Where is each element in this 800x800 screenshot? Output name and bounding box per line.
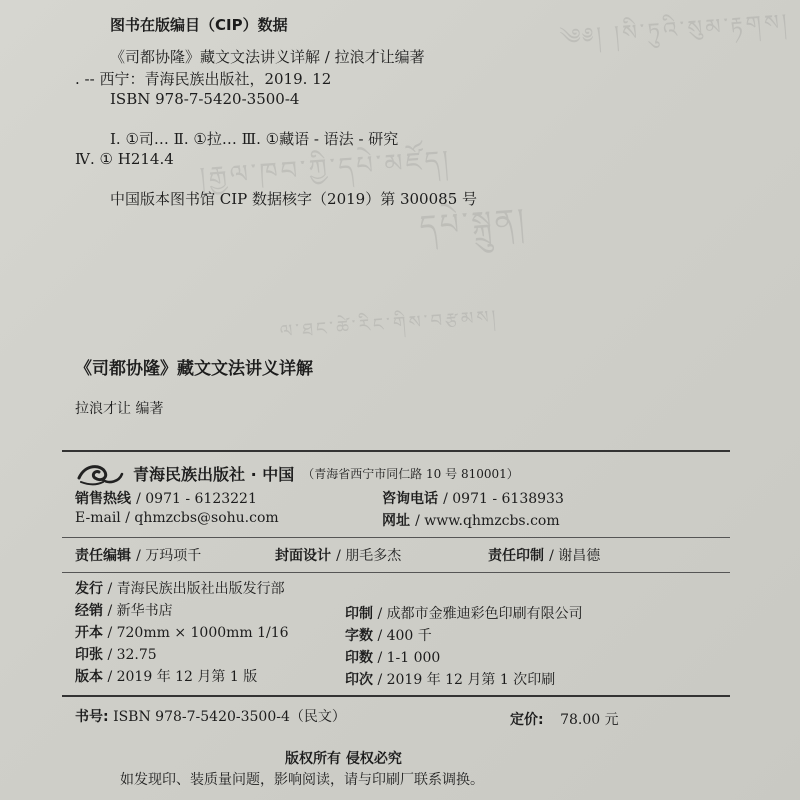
print-run-label: 印数 [345, 650, 373, 666]
edition-label: 版本 [75, 669, 103, 685]
book-number [75, 706, 346, 726]
distribution-label: 经销 [75, 603, 103, 619]
consult-phone-value: / 0971 - 6138933 [443, 491, 564, 507]
print-supervisor-label: 责任印制 [488, 548, 544, 564]
quality-notice: 如发现印、装质量问题，影响阅读，请与印刷厂联系调换。 [120, 772, 484, 788]
format-value: / 720mm × 1000mm 1/16 [107, 625, 289, 641]
cover-value: / 朋毛多杰 [336, 548, 402, 564]
copyright-notice: 版权所有 侵权必究 [285, 751, 402, 767]
edition-info [75, 666, 257, 686]
publisher-name: 青海民族出版社 · 中国 [133, 464, 295, 484]
editor-value: / 万玛项千 [136, 548, 202, 564]
book-number-value: ISBN 978-7-5420-3500-4（民文） [113, 709, 346, 725]
cip-data-number: 中国版本图书馆 CIP 数据核字（2019）第 300085 号 [110, 190, 478, 208]
website-value: / www.qhmzcbs.com [415, 513, 560, 529]
divider [62, 537, 730, 538]
format-label: 开本 [75, 625, 103, 641]
print-run-value: / 1-1 000 [377, 650, 441, 666]
cip-classification: Ⅰ. ①司… Ⅱ. ①拉… Ⅲ. ①藏语 - 语法 - 研究 [110, 130, 399, 148]
price-label: 定价: [510, 712, 544, 728]
format-info [75, 622, 289, 642]
cip-classification-code: Ⅳ. ① H214.4 [75, 150, 174, 168]
issue-label: 发行 [75, 581, 103, 597]
print-run-info [345, 647, 440, 667]
sales-hotline-label: 销售热线 [75, 491, 131, 507]
print-supervisor-value: / 谢昌德 [549, 548, 601, 564]
publisher-row [75, 460, 519, 486]
cover-designer [275, 545, 401, 565]
bleed-through-texture: དཔེ་སྐྲུན། [418, 202, 529, 245]
word-count-label: 字数 [345, 628, 373, 644]
responsible-editor [75, 545, 201, 565]
divider [62, 450, 730, 452]
cip-isbn: ISBN 978-7-5420-3500-4 [110, 90, 300, 108]
distribution-value: / 新华书店 [107, 603, 173, 619]
sales-hotline-value: / 0971 - 6123221 [136, 491, 257, 507]
sales-hotline [75, 488, 257, 508]
issue-value: / 青海民族出版社出版发行部 [107, 581, 285, 597]
word-count-value: / 400 千 [377, 628, 432, 644]
divider [62, 572, 730, 573]
price-value: 78.00 元 [560, 712, 619, 728]
bleed-through-texture: ༄༅། །སི་ཏུའི་སུམ་རྟགས། [559, 10, 791, 52]
editor-label: 责任编辑 [75, 548, 131, 564]
website-label: 网址 [382, 513, 410, 529]
bleed-through-texture: ལ་ཐང་ཚེ་རིང་གིས་བརྩམས། [279, 306, 500, 343]
sheets-info [75, 644, 157, 664]
printer-label: 印制 [345, 606, 373, 622]
word-count-info [345, 625, 432, 645]
distribution-info [75, 600, 173, 620]
publisher-email: E-mail / qhmzcbs@sohu.com [75, 510, 279, 526]
printing-label: 印次 [345, 672, 373, 688]
consult-phone [382, 488, 564, 508]
book-title: 《司都协隆》藏文文法讲义详解 [75, 359, 313, 379]
publisher-website [382, 510, 560, 530]
sheets-label: 印张 [75, 647, 103, 663]
bleed-through-texture: །རྒྱལ་ཁབ་ཀྱི་དཔེ་མཛོད། [198, 145, 453, 193]
book-number-label: 书号: [75, 709, 109, 725]
print-supervisor [488, 545, 600, 565]
cover-label: 封面设计 [275, 548, 331, 564]
printing-value: / 2019 年 12 月第 1 次印刷 [377, 672, 556, 688]
consult-phone-label: 咨询电话 [382, 491, 438, 507]
book-author: 拉浪才让 编著 [75, 401, 164, 417]
issue-info [75, 578, 285, 598]
price [510, 709, 619, 729]
cip-title-line: 《司都协隆》藏文文法讲义详解 / 拉浪才让编著 [110, 48, 425, 66]
printer-info [345, 603, 583, 623]
cip-publication-line: . -- 西宁：青海民族出版社，2019. 12 [75, 70, 332, 88]
publisher-logo-icon [75, 460, 125, 486]
printing-info [345, 669, 555, 689]
cip-heading: 图书在版编目（CIP）数据 [110, 16, 288, 34]
printer-value: / 成都市金雅迪彩色印刷有限公司 [377, 606, 583, 622]
edition-value: / 2019 年 12 月第 1 版 [107, 669, 258, 685]
divider [62, 695, 730, 697]
publisher-address: （青海省西宁市同仁路 10 号 810001） [302, 466, 519, 481]
sheets-value: / 32.75 [107, 647, 157, 663]
